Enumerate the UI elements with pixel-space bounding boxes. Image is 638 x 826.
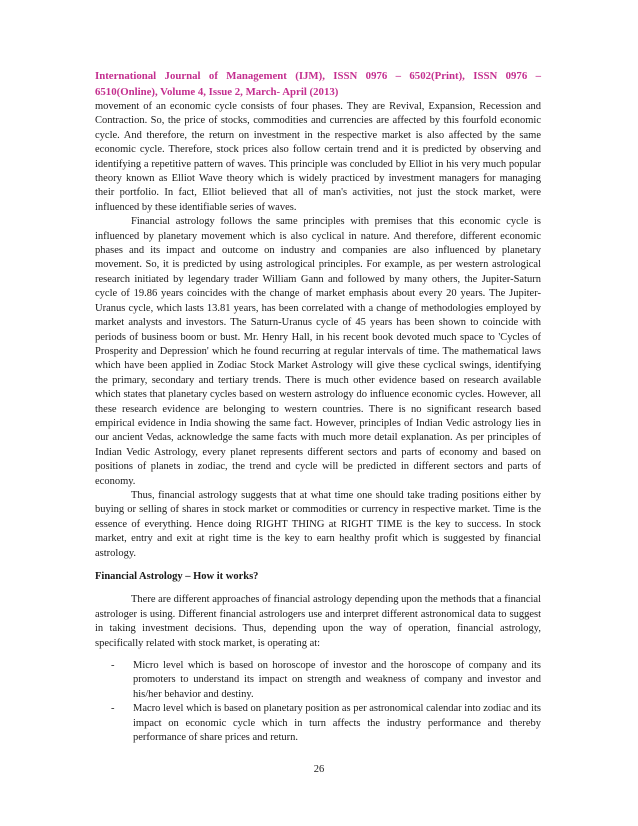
list-item-micro-level <box>95 659 541 702</box>
list-bullet: - <box>111 703 115 715</box>
approach-list <box>95 659 541 745</box>
list-item-macro-level <box>95 702 541 745</box>
paragraph-financial-astrology: Financial astrology follows the same principles with premises that this economic cycle is influenced by planetary movement which is also cyclical in nature. And therefore, different economic phases and its impact and outcome on industry and companies are also influenced by planetary movement. So, it is predicted by using astrological principles. For example, as per western astrological research initiated by legendary trader William Gann and followed by many others, the Jupiter-Saturn cycle of 19.86 years coincides with the change of market emphasis about every 20 years. The Jupiter-Uranus cycle, which lasts 13.81 years, has been correlated with a change of methodologies employed by market analysts and investors. The Saturn-Uranus cycle of 45 years has been shown to coincide with periods of business boom or bust. Mr. Henry Hall, in his recent book devoted much space to 'Cycles of Prosperity and Depression' which he found recurring at regular intervals of time. The mathematical laws which have been applied in Zodiac Stock Market Astrology will give these cyclical swings, identifying the primary, secondary and tertiary trends. There is much other evidence based on research available which states that planetary cycles based on western astrology do influence economic cycles. However, all these research evidence are belonging to western countries. There is no significant research based empirical evidence in India showing the same fact. However, principles of Indian Vedic astrology lies in our ancient Vedas, acknowledge the same facts with much more detail explanation. As per principles of Indian Vedic Astrology, every planet represents different sectors and parts of economy and based on positions of planets in zodiac, the trend and cycle will be predicted in different sectors and parts of economy. <box>95 216 541 487</box>
journal-header: International Journal of Management (IJM), ISSN 0976 – 6502(Print), ISSN 0976 – 6510(Online), Volume 4, Issue 2, March- April (2013) <box>95 70 541 98</box>
paragraph-economic-cycle: movement of an economic cycle consists of four phases. They are Revival, Expansion, Recession and Contraction. So, the price of stocks, commodities and currencies are affected by this fourfold economic cycle. And therefore, the return on investment in the respective market is also affected by the same economic cycle. Therefore, stock prices also follow certain trend and it is predicted by observing and identifying a repetitive pattern of waves. This principle was concluded by Elliot in his very much popular theory known as Elliot Wave theory which is widely practiced by investment managers for managing their portfolio. In fact, Elliot believed that all of man's activities, not just the stock market, were influenced by these identifiable series of waves. <box>95 101 541 213</box>
page-number: 26 <box>313 764 325 775</box>
list-item-text: Micro level which is based on horoscope of investor and the horoscope of company and its promoters to understand its impact on strength and weakness of company and investor and his/her behavior and destiny. <box>133 660 541 700</box>
article-body <box>95 100 541 745</box>
list-bullet: - <box>111 660 115 672</box>
section-heading: Financial Astrology – How it works? <box>95 571 259 582</box>
list-item-text: Macro level which is based on planetary position as per astronomical calendar into zodiac and its impact on economic cycle which in turn affects the industry performance and thereby performance of share prices and return. <box>133 703 541 744</box>
section-intro: There are different approaches of financial astrology depending upon the methods that a financial astrologer is using. Different financial astrologers use and interpret different astronomical data to suggest in taking investment decisions. Thus, depending upon the way of operation, financial astrology, specifically related with stock market, is operating at: <box>95 594 541 649</box>
paragraph-timing: Thus, financial astrology suggests that at what time one should take trading positions either by buying or selling of shares in stock market or commodities or currency in respective market. Time is the essence of everything. Hence doing RIGHT THING at RIGHT TIME is the key to success. In stock market, entry and exit at right time is the key to earn healthy profit which is suggested by financial astrology. <box>95 489 541 559</box>
